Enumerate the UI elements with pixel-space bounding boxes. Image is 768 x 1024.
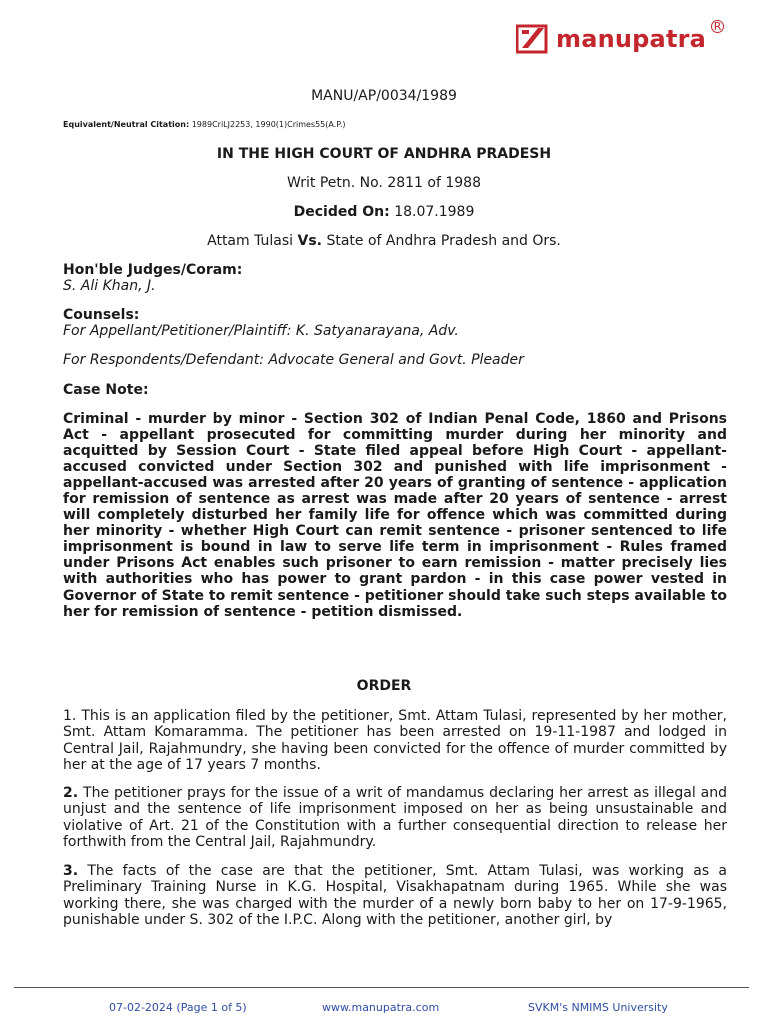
court-name: IN THE HIGH COURT OF ANDHRA PRADESH — [216, 146, 552, 162]
manu-citation-id: MANU/AP/0034/1989 — [311, 88, 457, 104]
paragraph-number: 1. — [63, 708, 77, 724]
paragraph-text: The facts of the case are that the petitioner, Smt. Attam Tulasi, was working as a Preliminary Training Nurse in K.G. Hospital, Visakhapatnam during 1965. While she was working there, she was charged with the murder of a newly born baby to her on 17-9-1965, punishable under S. 302 of the I.P.C. Along with the petitioner, another girl, by — [63, 863, 727, 929]
footer-date-page: 07-02-2024 (Page 1 of 5) — [109, 1001, 247, 1014]
case-note-label: Case Note: — [63, 382, 149, 398]
order-paragraph-3 — [63, 863, 727, 929]
brand-name: manupatra — [556, 25, 707, 53]
petition-number: Writ Petn. No. 2811 of 1988 — [287, 175, 481, 191]
decided-on — [0, 204, 768, 220]
equivalent-citation — [63, 120, 346, 129]
manupatra-logo-icon — [516, 24, 550, 54]
appellant-name: Attam Tulasi — [207, 233, 294, 249]
versus: Vs. — [297, 233, 323, 249]
manupatra-logo — [516, 20, 722, 56]
respondent-name: State of Andhra Pradesh and Ors. — [326, 233, 561, 249]
judge-name: S. Ali Khan, J. — [63, 278, 156, 294]
respondent-counsel: For Respondents/Defendant: Advocate General and Govt. Pleader — [63, 352, 524, 368]
footer-institution: SVKM's NMIMS University — [528, 1001, 668, 1014]
case-parties — [0, 233, 768, 249]
paragraph-text: The petitioner prays for the issue of a writ of mandamus declaring her arrest as illegal and unjust and the sentence of life imprisonment imposed on her as being unsustainable and violative of Art. 21 of the Constitution with a further consequential direction to release her forthwith from the Central Jail, Rajahmundry. — [63, 785, 728, 851]
decided-date: 18.07.1989 — [394, 204, 475, 220]
citation-value: 1989CriLJ2253, 1990(1)Crimes55(A.P.) — [191, 120, 346, 129]
paragraph-number: 3. — [63, 863, 79, 879]
order-title: ORDER — [356, 678, 412, 694]
counsels-label: Counsels: — [63, 307, 140, 323]
paragraph-text: This is an application filed by the petitioner, Smt. Attam Tulasi, represented by her mother, Smt. Attam Komaramma. The petitioner has been arrested on 19-11-1987 and lodged in Central Jail, Rajahmundry, she having been convicted for the offence of murder committed by her at the age of 17 years 7 months. — [63, 708, 727, 774]
citation-label: Equivalent/Neutral Citation: — [63, 120, 190, 129]
registered-mark: R — [711, 20, 724, 33]
decided-label: Decided On: — [293, 204, 390, 220]
footer-website-link[interactable]: www.manupatra.com — [322, 1001, 440, 1014]
case-note-text: Criminal - murder by minor - Section 302 of Indian Penal Code, 1860 and Prisons Act - appellant prosecuted for committing murder during her minority and acquitted by Session Court - State filed appeal before High Court - appellant-accused convicted under Section 302 and punished with life imprisonment - appellant-accused was arrested after 20 years of granting of sentence - application for remission of sentence as arrest was made after 20 years of sentence - arrest will completely disturbed her family life for offence which was committed during her minority - whether High Court can remit sentence - prisoner sentenced to life imprisonment is bound in law to serve life term in imprisonment - Rules framed under Prisons Act enables such prisoner to earn remission - matter precisely lies with authorities who has power to grant pardon - in this case power vested in Governor of State to remit sentence - petitioner should take such steps available to her for remission of sentence - petition dismissed. — [63, 411, 727, 620]
order-paragraph-2 — [63, 785, 727, 851]
appellant-counsel: For Appellant/Petitioner/Plaintiff: K. Satyanarayana, Adv. — [63, 323, 459, 339]
judges-label: Hon'ble Judges/Coram: — [63, 262, 243, 278]
footer-divider — [14, 987, 749, 988]
paragraph-number: 2. — [63, 785, 79, 801]
order-paragraph-1 — [63, 708, 727, 774]
